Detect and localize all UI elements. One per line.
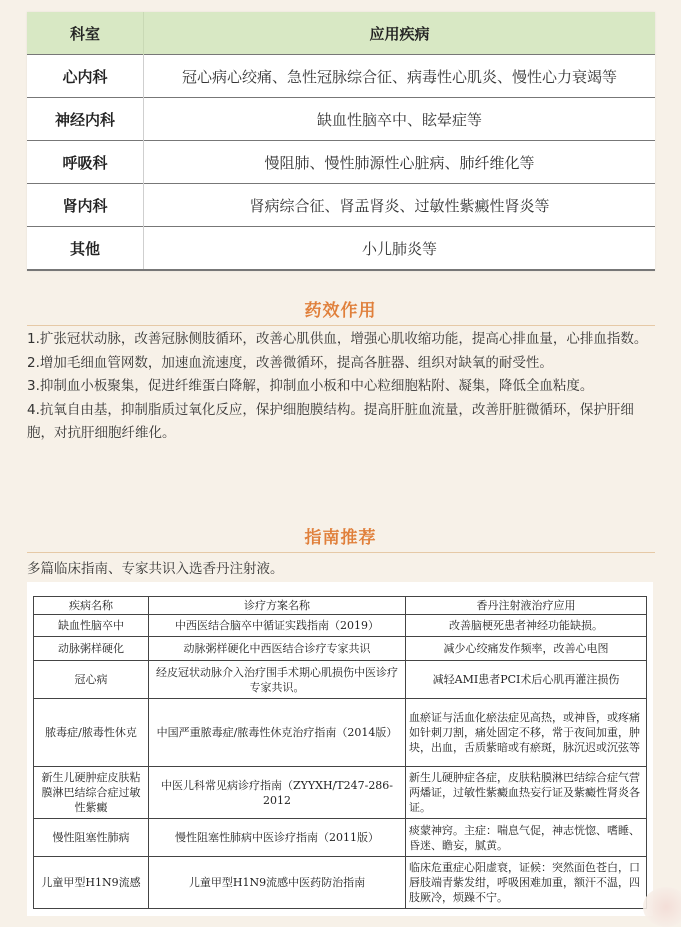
diseases-cell: 肾病综合征、肾盂肾炎、过敏性紫癜性肾炎等: [144, 184, 656, 227]
table-row: [34, 819, 647, 857]
guide-cell: 中西医结合脑卒中循证实践指南（2019）: [149, 615, 406, 637]
guide-cell: 中医儿科常见病诊疗指南（ZYYXH/T247-286-2012: [149, 767, 406, 819]
table-row: [34, 699, 647, 767]
table-row: [27, 184, 655, 227]
effects-title: 药效作用: [304, 301, 377, 321]
disease-cell: 缺血性脑卒中: [34, 615, 149, 637]
guidelines-intro: 多篇临床指南、专家共识入选香丹注射液。: [27, 561, 284, 577]
effect-item: 4.抗氧自由基，抑制脂质过氧化反应，保护细胞膜结构。提高肝脏血流量，改善肝脏微循环，保护肝细胞，对抗肝细胞纤维化。: [27, 401, 634, 441]
effects-list: [27, 328, 657, 446]
table-row: [34, 767, 647, 819]
header-plan-name: 诊疗方案名称: [149, 597, 406, 615]
department-cell: 肾内科: [27, 184, 144, 227]
department-table-header: [27, 12, 655, 55]
disease-cell: 慢性阻塞性肺病: [34, 819, 149, 857]
guide-cell: 经皮冠状动脉介入治疗围手术期心肌损伤中医诊疗专家共识。: [149, 661, 406, 699]
header-department: 科室: [27, 12, 144, 55]
effect-item: 1.扩张冠状动脉，改善冠脉侧肢循环，改善心肌供血，增强心肌收缩功能，提高心排血量，心排血指数。: [27, 331, 648, 347]
disease-cell: 脓毒症/脓毒性休克: [34, 699, 149, 767]
use-cell: 减轻AMI患者PCI术后心肌再灌注损伤: [406, 661, 647, 699]
guide-cell: 中国严重脓毒症/脓毒性休克治疗指南（2014版）: [149, 699, 406, 767]
guide-cell: 儿童甲型H1N9流感中医药防治指南: [149, 857, 406, 909]
effects-divider: [27, 325, 655, 326]
guide-cell: 慢性阻塞性肺病中医诊疗指南（2011版）: [149, 819, 406, 857]
department-cell: 神经内科: [27, 98, 144, 141]
header-diseases: 应用疾病: [144, 12, 656, 55]
diseases-cell: 慢阻肺、慢性肺源性心脏病、肺纤维化等: [144, 141, 656, 184]
use-cell: 血瘀证与活血化瘀法症见高热，或神昏，或疼痛如针刺刀割，痛处固定不移，常于夜间加重，肿块，出血，舌质紫暗或有瘀斑，脉沉迟或沉弦等: [406, 699, 647, 767]
guideline-table-header: [34, 597, 647, 615]
use-cell: 痰蒙神窍。主症：喘息气促，神志恍惚、嗜睡、昏迷、瞻妄，腻黄。: [406, 819, 647, 857]
header-application: 香丹注射液治疗应用: [406, 597, 647, 615]
decorative-petal: [643, 887, 681, 927]
disease-cell: 儿童甲型H1N9流感: [34, 857, 149, 909]
disease-cell: 动脉粥样硬化: [34, 637, 149, 661]
department-cell: 其他: [27, 227, 144, 271]
guidelines-title: 指南推荐: [304, 528, 377, 548]
guideline-table: [33, 596, 647, 909]
use-cell: 减少心绞痛发作频率，改善心电图: [406, 637, 647, 661]
table-row: [27, 98, 655, 141]
effect-item: 3.抑制血小板聚集，促进纤维蛋白降解，抑制血小板和中心粒细胞粘附、凝集，降低全血粘度。: [27, 378, 594, 394]
table-row: [27, 227, 655, 271]
diseases-cell: 冠心病心绞痛、急性冠脉综合征、病毒性心肌炎、慢性心力衰竭等: [144, 55, 656, 98]
disease-cell: 冠心病: [34, 661, 149, 699]
department-cell: 心内科: [27, 55, 144, 98]
use-cell: 改善脑梗死患者神经功能缺损。: [406, 615, 647, 637]
guide-cell: 动脉粥样硬化中西医结合诊疗专家共识: [149, 637, 406, 661]
guideline-table-image: [27, 582, 653, 916]
guidelines-divider: [27, 552, 655, 553]
table-row: [27, 55, 655, 98]
table-row: [34, 637, 647, 661]
table-row: [34, 615, 647, 637]
use-cell: 新生儿硬肿症各症，皮肤粘膜淋巴结综合症气营两燔证，过敏性紫癜血热妄行证及紫癜性肾炎各证。: [406, 767, 647, 819]
disease-cell: 新生儿硬肿症皮肤粘膜淋巴结综合症过敏性紫癜: [34, 767, 149, 819]
table-row: [34, 661, 647, 699]
diseases-cell: 缺血性脑卒中、眩晕症等: [144, 98, 656, 141]
department-cell: 呼吸科: [27, 141, 144, 184]
header-disease-name: 疾病名称: [34, 597, 149, 615]
effect-item: 2.增加毛细血管网数，加速血流速度，改善微循环，提高各脏器、组织对缺氧的耐受性。: [27, 354, 553, 371]
department-table: [27, 12, 655, 271]
table-row: [27, 141, 655, 184]
use-cell: 临床危重症心阳虚衰，证候：突然面色苍白，口唇肢端青紫发绀，呼吸困难加重，额汗不温，四肢厥冷，烦躁不宁。: [406, 857, 647, 909]
table-row: [34, 857, 647, 909]
diseases-cell: 小儿肺炎等: [144, 227, 656, 271]
